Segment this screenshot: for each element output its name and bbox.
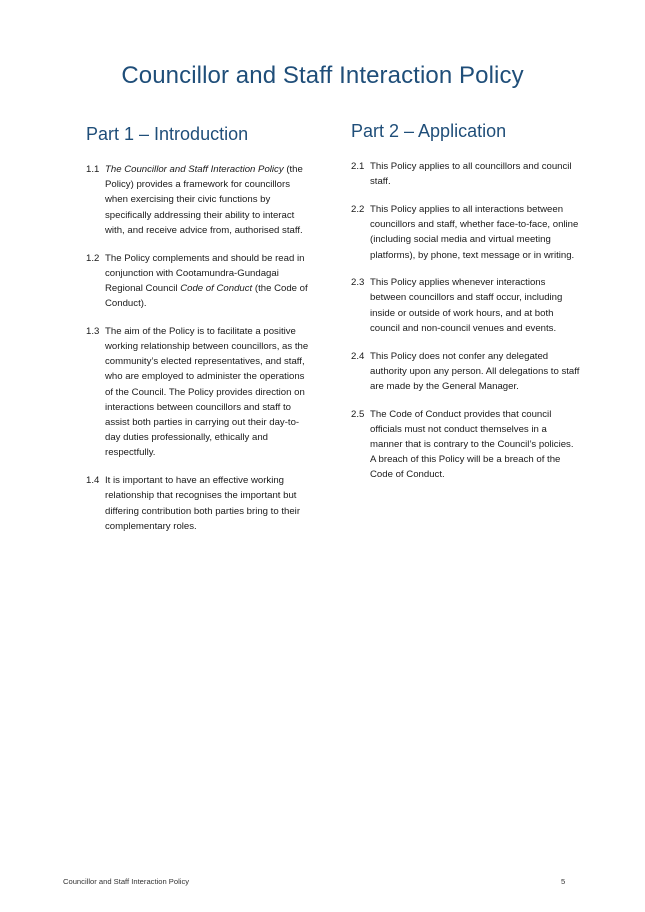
item-text-part: (the Code of Conduct). (105, 282, 308, 310)
page-title: Councillor and Staff Interaction Policy (121, 62, 524, 89)
part2-items (351, 159, 581, 495)
list-item (86, 473, 314, 534)
footer-document-title: Councillor and Staff Interaction Policy (63, 877, 190, 886)
list-item (86, 251, 314, 312)
item-number: 1.3 (86, 325, 100, 337)
item-number: 1.2 (86, 252, 100, 264)
item-number: 1.1 (86, 164, 100, 175)
part1-heading: Part 1 – Introduction (86, 124, 249, 144)
item-text: The Code of Conduct provides that council officials must not conduct themselves in a manner that is contrary to the Council’s policies. A breach of this Policy will be a breach of the Code of Conduct. (370, 408, 574, 481)
item-number: 2.4 (351, 350, 365, 362)
item-number: 1.4 (86, 475, 100, 487)
part1-items (86, 162, 314, 546)
list-item (351, 159, 581, 189)
item-text: It is important to have an effective working relationship that recognises the important but differing contribution both parties bring to their complementary roles. (105, 475, 301, 532)
item-number: 2.3 (351, 277, 365, 289)
item-text: This Policy does not confer any delegated authority upon any person. All delegations to staff are made by the General Manager. (370, 350, 580, 392)
item-text: This Policy applies whenever interactions between councillors and staff occur, including inside or outside of work hours, and at both council and non-council venues and events. (370, 277, 563, 334)
item-text-part: The Policy complements and should be read in conjunction with Cootamundra-Gundagai Regional Council (105, 252, 305, 294)
list-item (351, 275, 581, 336)
list-item (351, 349, 581, 395)
item-text: This Policy applies to all councillors and council staff. (370, 161, 572, 188)
list-item (351, 202, 581, 263)
item-text: The aim of the Policy is to facilitate a positive working relationship between councillors, as the community’s elected representatives, and staff, who are employed to administer the operations of the Council. The Policy provides direction on interactions between councillors and staff to assist both parties in carrying out their day-to-day duties professionally, ethically and respectfully. (105, 325, 309, 459)
item-text (105, 251, 314, 312)
item-emphasis: The Councillor and Staff Interaction Policy (105, 164, 284, 175)
list-item (86, 324, 314, 461)
item-text-part: (the Policy) provides a framework for councillors when exercising their civic functions by specifically addressing their ability to interact with, and receive advice from, authorised staff. (105, 164, 303, 236)
item-number: 2.1 (351, 161, 365, 172)
list-item (86, 162, 314, 238)
part2-heading: Part 2 – Application (351, 121, 507, 141)
footer-page-number: 5 (561, 877, 566, 886)
item-emphasis: Code of Conduct (180, 282, 253, 294)
item-text: This Policy applies to all interactions between councillors and staff, whether face-to-face, online (including social media and virtual meeting platforms), by phone, text message or in writing. (370, 203, 579, 261)
item-number: 2.2 (351, 203, 365, 215)
list-item (351, 407, 581, 483)
item-text (105, 162, 314, 238)
item-number: 2.5 (351, 408, 365, 420)
